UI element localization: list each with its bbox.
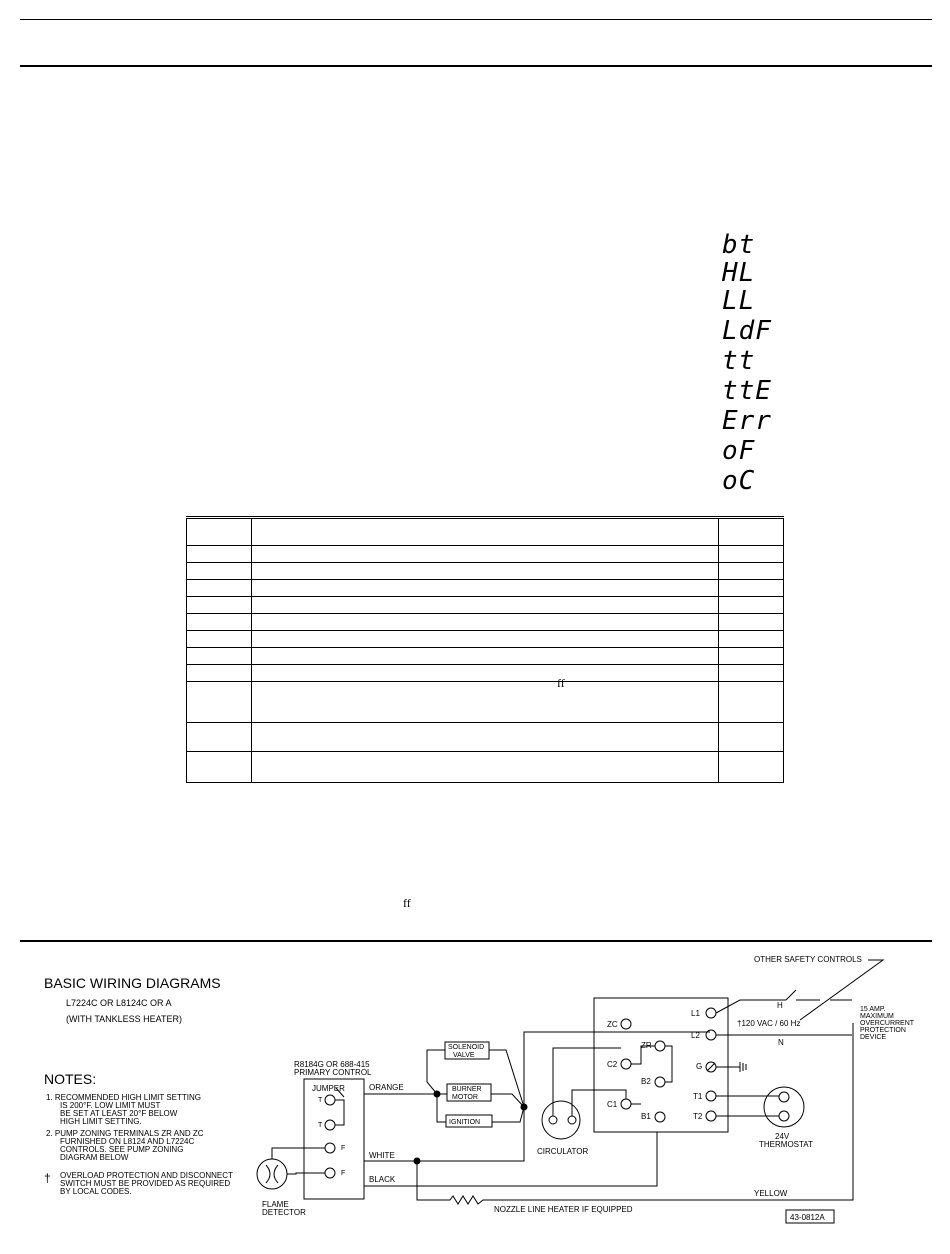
diagram-subtitle: L7224C OR L8124C OR A <box>66 998 172 1008</box>
dagger-mark: † <box>44 1171 51 1185</box>
terminal-label: G <box>696 1062 703 1071</box>
table-row <box>187 682 784 723</box>
terminal-label: ZC <box>607 1020 618 1029</box>
ignition-label: IGNITION <box>449 1119 481 1126</box>
table-row <box>187 580 784 597</box>
table-row <box>187 665 784 682</box>
terminal-label: B1 <box>641 1112 651 1121</box>
terminal-zc <box>621 1019 631 1029</box>
terminal-label: B2 <box>641 1077 651 1086</box>
solenoid-label: VALVE <box>453 1052 475 1059</box>
ground-screw <box>707 1063 715 1071</box>
table-ligature: ff <box>557 676 565 690</box>
protection-label: DEVICE <box>860 1034 887 1041</box>
flame-detector <box>257 1159 287 1189</box>
thermostat-terminal <box>779 1111 789 1121</box>
thermostat-label: 24V <box>775 1132 790 1141</box>
orange-wire-to-valve <box>427 1050 445 1094</box>
thermostat-label: THERMOSTAT <box>759 1140 813 1149</box>
header-rule <box>20 65 932 67</box>
terminal-label: L2 <box>691 1031 700 1040</box>
terminal-l2 <box>706 1030 716 1040</box>
black-wire <box>364 1132 657 1186</box>
thermostat-wires <box>716 1096 779 1116</box>
paragraph-ligature: ff <box>403 896 411 910</box>
protection-label: OVERCURRENT <box>860 1020 915 1027</box>
flame-detector-label: DETECTOR <box>262 1208 306 1217</box>
note-line: BE SET AT LEAST 20°F BELOW <box>60 1109 178 1118</box>
flame-detector-element <box>266 1165 278 1183</box>
top-rule <box>20 19 932 20</box>
t-terminal-label: T <box>318 1097 323 1104</box>
table-row <box>187 723 784 752</box>
neutral-bus <box>489 1050 524 1122</box>
f-terminal-label: F <box>341 1145 346 1152</box>
display-code: tt <box>722 346 756 376</box>
table-row <box>187 752 784 783</box>
other-safety-label: OTHER SAFETY CONTROLS <box>754 955 862 964</box>
zr-b2-wire <box>631 1046 672 1104</box>
terminal-label: ZR <box>641 1041 652 1050</box>
protection-label: 15 AMP. <box>860 1006 886 1013</box>
terminal-l1 <box>706 1008 716 1018</box>
switch <box>786 990 796 1000</box>
diagram-title: BASIC WIRING DIAGRAMS <box>44 975 221 991</box>
terminal-b2 <box>655 1077 665 1087</box>
t-terminal-label: T <box>318 1122 323 1129</box>
note-line: BY LOCAL CODES. <box>60 1187 132 1196</box>
terminal-label: T1 <box>693 1092 703 1101</box>
note-line: HIGH LIMIT SETTING. <box>60 1117 142 1126</box>
terminal-t2-stat <box>706 1111 716 1121</box>
circulator <box>542 1101 580 1139</box>
terminal-label: L1 <box>691 1009 700 1018</box>
wire-label-white: WHITE <box>369 1151 395 1160</box>
note-line: OVERLOAD PROTECTION AND DISCONNECT <box>60 1171 233 1180</box>
table-row <box>187 631 784 648</box>
f-terminal-label: F <box>341 1170 346 1177</box>
display-code: oF <box>722 436 756 466</box>
table-row <box>187 597 784 614</box>
burner-label: MOTOR <box>452 1094 478 1101</box>
note-line: SWITCH MUST BE PROVIDED AS REQUIRED <box>60 1179 231 1188</box>
table-row <box>187 563 784 580</box>
solenoid-label: SOLENOID <box>448 1044 485 1051</box>
display-code: ttE <box>722 376 772 406</box>
display-code: bt <box>722 230 756 260</box>
wire-label-orange: ORANGE <box>369 1083 404 1092</box>
table-row <box>187 614 784 631</box>
supply-label: †120 VAC / 60 Hz <box>737 1019 801 1028</box>
protection-label: MAXIMUM <box>860 1013 894 1020</box>
jumper-wire <box>335 1100 344 1125</box>
note-line: 1. RECOMMENDED HIGH LIMIT SETTING <box>46 1093 201 1102</box>
codes-table <box>186 516 784 783</box>
n-label: N <box>778 1038 784 1047</box>
l1-wire <box>716 1000 852 1013</box>
terminal-label: C2 <box>607 1060 618 1069</box>
table-header-row <box>187 518 784 546</box>
display-code: Err <box>722 406 772 436</box>
display-code: LL <box>722 286 756 316</box>
note-line: IS 200°F. LOW LIMIT MUST <box>60 1101 161 1110</box>
h-label: H <box>777 1001 783 1010</box>
primary-control-label: R8184G OR 688-415 <box>294 1060 370 1069</box>
note-line: FURNISHED ON L8124 AND L7224C <box>60 1137 195 1146</box>
terminal-b1 <box>655 1112 665 1122</box>
note-line: 2. PUMP ZONING TERMINALS ZR AND ZC <box>46 1129 204 1138</box>
display-code: HL <box>722 258 756 288</box>
diagram-subtitle: (WITH TANKLESS HEATER) <box>66 1014 183 1024</box>
ground-icon <box>716 1062 746 1072</box>
terminal-zr <box>655 1041 665 1051</box>
neutral-bus-to-l2 <box>524 1032 710 1107</box>
jumper-label: JUMPER <box>312 1084 345 1093</box>
primary-control-label: PRIMARY CONTROL <box>294 1068 372 1077</box>
thermostat-terminal <box>779 1092 789 1102</box>
burner-label: BURNER <box>452 1086 482 1093</box>
terminal-label: T2 <box>693 1112 703 1121</box>
nozzle-heater-label: NOZZLE LINE HEATER IF EQUIPPED <box>494 1205 633 1214</box>
terminal-c2 <box>621 1059 631 1069</box>
circulator-label: CIRCULATOR <box>537 1147 589 1156</box>
figure-id: 43-0812A <box>790 1213 825 1222</box>
circulator-terminal <box>568 1116 576 1124</box>
table-row <box>187 546 784 563</box>
terminal-f2 <box>325 1168 335 1178</box>
terminal-t1-stat <box>706 1091 716 1101</box>
circulator-terminal <box>549 1116 557 1124</box>
terminal-label: C1 <box>607 1100 618 1109</box>
wire-label-black: BLACK <box>369 1175 396 1184</box>
terminal-t2 <box>325 1120 335 1130</box>
protection-label: PROTECTION <box>860 1027 906 1034</box>
notes-heading: NOTES: <box>44 1071 97 1087</box>
terminal-c1 <box>621 1099 631 1109</box>
note-line: DIAGRAM BELOW <box>60 1153 129 1162</box>
display-code: oC <box>722 466 756 496</box>
note-line: CONTROLS. SEE PUMP ZONING <box>60 1145 184 1154</box>
display-code: LdF <box>722 316 772 346</box>
terminal-t1 <box>325 1095 335 1105</box>
table-row <box>187 648 784 665</box>
terminal-f1 <box>325 1143 335 1153</box>
wire-label-yellow: YELLOW <box>754 1189 788 1198</box>
flame-detector-label: FLAME <box>262 1200 289 1209</box>
wiring-diagram <box>0 942 950 1254</box>
